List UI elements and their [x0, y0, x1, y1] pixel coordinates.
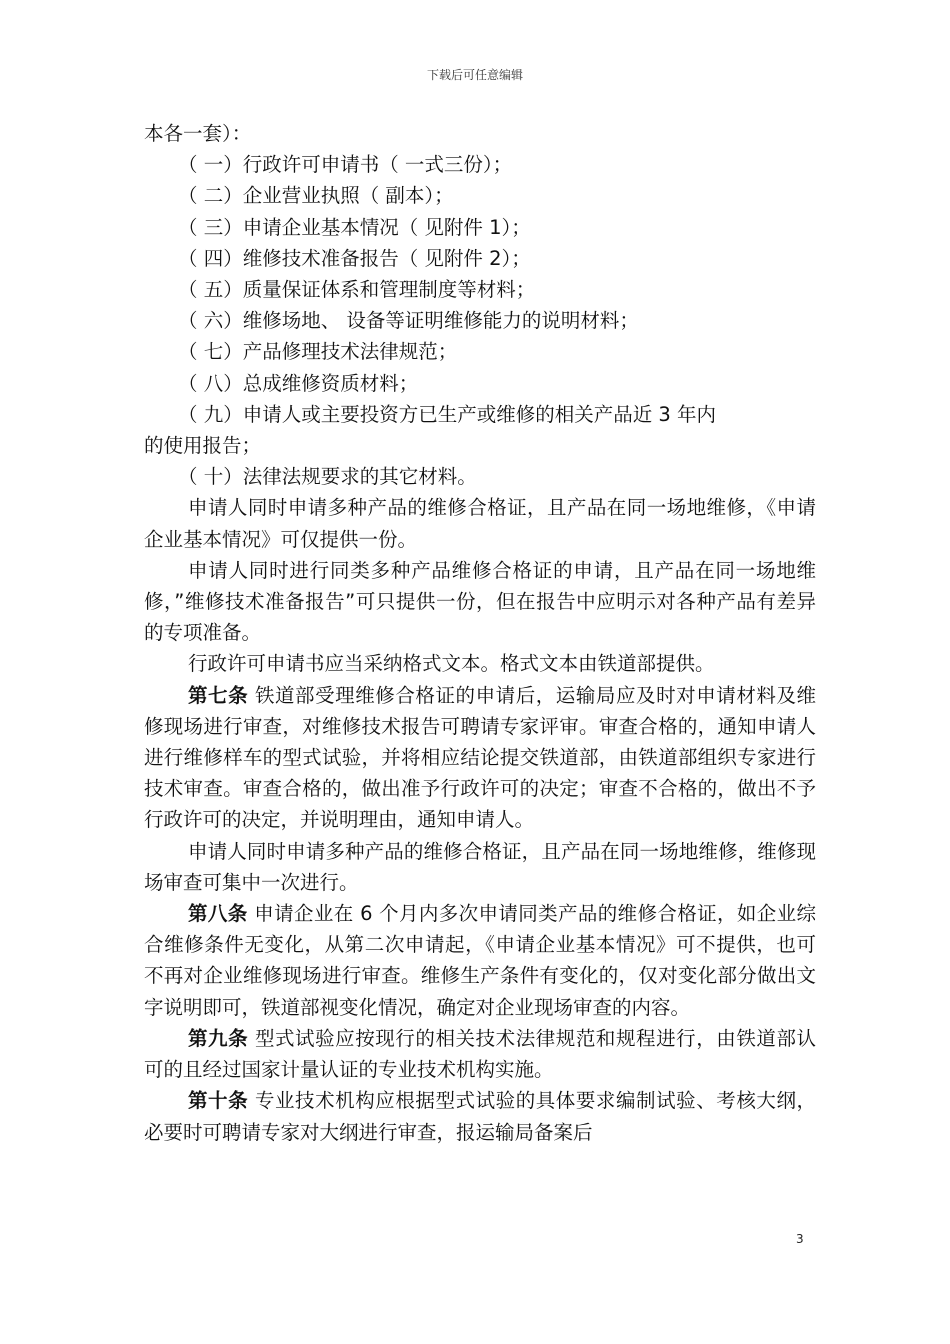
list-item-4: （ 四）维修技术准备报告（ 见附件 2）；: [178, 246, 531, 270]
list-item-9-line-2: 的使用报告；: [144, 434, 262, 458]
paragraph-same-category: 申请人同时进行同类多种产品维修合格证的申请，且产品在同一场地维修，”维修技术准备报告”可只提供一份，但在报告中应明示对各种产品有差异的专项准备。: [144, 558, 816, 645]
paragraph-single-site: 申请人同时申请多种产品的维修合格证，且产品在同一场地维修，《申请企业基本情况》可仅提供一份。: [144, 496, 816, 551]
list-item-6: （ 六）维修场地、 设备等证明维修能力的说明材料；: [178, 309, 639, 333]
article-7-title: 第七条: [188, 683, 249, 707]
article-8: [144, 898, 816, 1023]
article-9-text: 型式试验应按现行的相关技术法律规范和规程进行，由铁道部认可的且经过国家计量认证的专业技术机构实施。: [144, 1026, 816, 1082]
intro-line: 本各一套）：: [144, 122, 252, 145]
article-9-title: 第九条: [188, 1026, 249, 1050]
article-10-text: 专业技术机构应根据型式试验的具体要求编制试验、考核大纲，必要时可聘请专家对大纲进行审查，报运输局备案后: [144, 1089, 816, 1144]
article-7-text: 铁道部受理维修合格证的申请后，运输局应及时对申请材料及维修现场进行审查，对维修技术报告可聘请专家评审。审查合格的，通知申请人进行维修样车的型式试验，并将相应结论提交铁道部，由铁道部组织专家进行技术审查。审查合格的，做出准予行政许可的决定；审查不合格的，做出不予行政许可的决定，并说明理由，通知申请人。: [144, 683, 816, 832]
article-10-title: 第十条: [188, 1089, 249, 1113]
list-item-8: （ 八）总成维修资质材料；: [178, 371, 419, 395]
list-item-1: （ 一）行政许可申请书（ 一式三份）；: [178, 153, 513, 177]
article-8-text: 申请企业在 6 个月内多次申请同类产品的维修合格证，如企业综合维修条件无变化，从第二次申请起，《申请企业基本情况》可不提供，也可不再对企业维修现场进行审查。维修生产条件有变化的，仅对变化部分做出文字说明即可，铁道部视变化情况，确定对企业现场审查的内容。: [144, 902, 816, 1019]
paragraph-site-review: 申请人同时申请多种产品的维修合格证，且产品在同一场地维修，维修现场审查可集中一次进行。: [144, 839, 816, 894]
page-number: 3: [796, 1232, 804, 1246]
paragraph-format-text: 行政许可申请书应当采纳格式文本。格式文本由铁道部提供。: [188, 652, 715, 676]
list-item-7: （ 七）产品修理技术法律规范；: [178, 340, 458, 364]
article-7: [144, 680, 816, 836]
list-item-3: （ 三）申请企业基本情况（ 见附件 1）；: [178, 215, 531, 239]
article-8-title: 第八条: [188, 902, 248, 926]
article-9: [144, 1023, 816, 1085]
list-item-2: （ 二）企业营业执照（ 副本）；: [178, 184, 454, 208]
list-item-10: （ 十）法律法规要求的其它材料。: [178, 465, 477, 489]
page-header: 下载后可任意编辑: [426, 68, 523, 82]
list-item-9-line-1: （ 九）申请人或主要投资方已生产或维修的相关产品近 3 年内: [178, 402, 717, 426]
document-body: [144, 118, 816, 1148]
article-10: [144, 1085, 816, 1147]
list-item-5: （ 五）质量保证体系和管理制度等材料；: [178, 278, 536, 302]
